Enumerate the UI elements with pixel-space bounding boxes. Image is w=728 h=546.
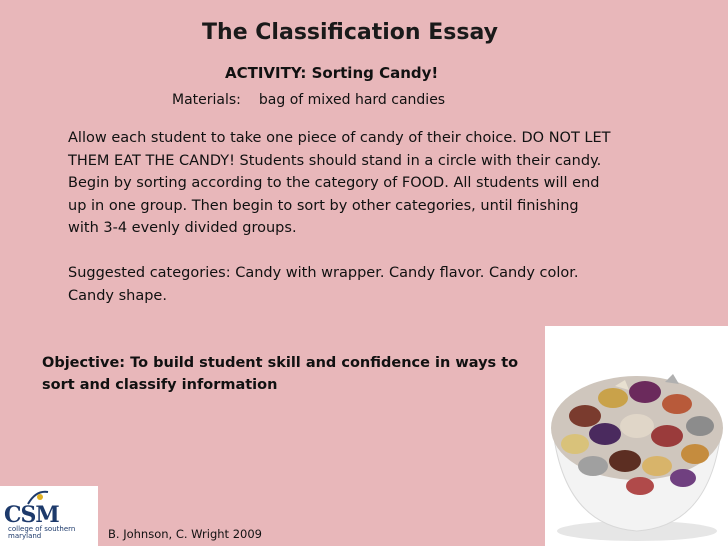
- activity-heading: ACTIVITY: Sorting Candy!: [225, 64, 439, 82]
- csm-logo: [0, 486, 98, 546]
- logo-wordmark: CSM: [4, 502, 59, 528]
- suggested-categories: Suggested categories: Candy with wrapper. Candy flavor. Candy color. Candy shape.: [68, 265, 579, 304]
- slide-title: The Classification Essay: [202, 20, 498, 45]
- instructions-paragraph: Allow each student to take one piece of candy of their choice. DO NOT LET THEM EAT THE CANDY! Students should stand in a circle with their candy. Begin by sorting according to the category of FOOD. All students will end up in one group. Then begin to sort by other categories, until finishing with 3-4 evenly divided groups.: [68, 130, 611, 236]
- materials-value: bag of mixed hard candies: [258, 92, 446, 108]
- candy-bowl-photo: [545, 326, 728, 546]
- materials-line: [172, 92, 445, 108]
- credit-line: B. Johnson, C. Wright 2009: [108, 527, 262, 541]
- candy-bowl-illustration: [545, 326, 728, 546]
- materials-label: Materials:: [172, 92, 241, 108]
- objective-text: Objective: To build student skill and confidence in ways to sort and classify information: [42, 355, 519, 393]
- logo-subtitle: college of southern maryland: [8, 525, 76, 540]
